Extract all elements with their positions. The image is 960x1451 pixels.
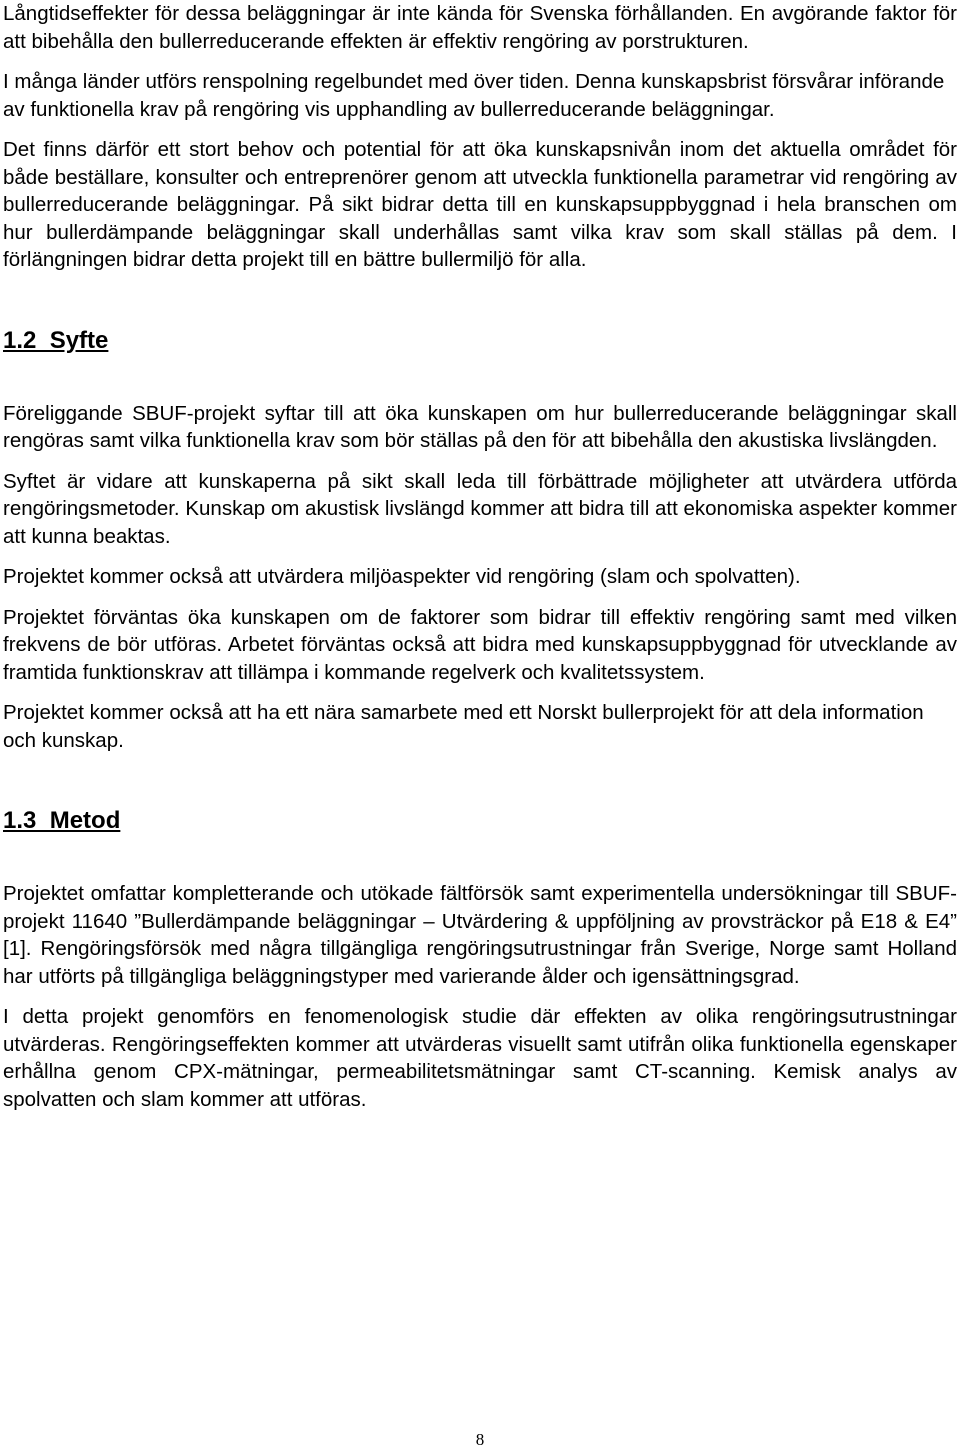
paragraph-intro-2: I många länder utförs renspolning regelbundet med över tiden. Denna kunskapsbrist försvårar införande av funktionella krav på rengöring vis upphandling av bullerreducerande beläggningar. xyxy=(3,70,945,121)
paragraph-intro-1: Långtidseffekter för dessa beläggningar är inte kända för Svenska förhållanden. En avgörande faktor för att bibehålla den bullerreducerande effekten är effektiv rengöring av porstrukturen. xyxy=(3,2,957,53)
paragraph-metod-2: I detta projekt genomförs en fenomenologisk studie där effekten av olika rengöringsutrustningar utvärderas. Rengöringseffekten kommer att utvärderas visuellt samt utifrån olika funktionella egenskaper erhållna genom CPX-mätningar, permeabilitetsmätningar samt CT-scanning. Kemisk analys av spolvatten och slam kommer att utföras. xyxy=(3,1005,957,1111)
paragraph-syfte-1: Föreliggande SBUF-projekt syftar till att öka kunskapen om hur bullerreducerande beläggningar skall rengöras samt vilka funktionella krav som bör ställas på den för att bibehålla den akustiska livslängden. xyxy=(3,401,957,452)
section-heading-syfte: 1.2 Syfte xyxy=(3,326,109,354)
paragraph-metod-1: Projektet omfattar kompletterande och utökade fältförsök samt experimentella undersökningar till SBUF-projekt 11640 ”Bullerdämpande beläggningar – Utvärdering & uppföljning av provsträckor på E18 & E4” [1]. Rengöringsförsök med några tillgängliga rengöringsutrustningar från Sverige, Norge samt Holland har utförts på tillgängliga beläggningstyper med varierande ålder och igensättningsgrad. xyxy=(3,882,957,988)
paragraph-syfte-5: Projektet kommer också att ha ett nära samarbete med ett Norskt bullerprojekt för att dela information och kunskap. xyxy=(3,701,924,752)
section-heading-metod: 1.3 Metod xyxy=(3,807,121,834)
paragraph-syfte-2: Syftet är vidare att kunskaperna på sikt skall leda till förbättrade möjligheter att utvärdera utförda rengöringsmetoder. Kunskap om akustisk livslängd kommer att bidra till att ekonomiska aspekter kommer att kunna beaktas. xyxy=(3,469,957,548)
paragraph-syfte-3: Projektet kommer också att utvärdera miljöaspekter vid rengöring (slam och spolvatten). xyxy=(3,565,801,588)
page-number: 8 xyxy=(475,1430,485,1449)
paragraph-syfte-4: Projektet förväntas öka kunskapen om de faktorer som bidrar till effektiv rengöring samt med vilken frekvens de bör utföras. Arbetet förväntas också att bidra med kunskapsuppbyggnad för utvecklande av framtida funktionskrav att tillämpa i kommande regelverk och kvalitetssystem. xyxy=(3,605,957,684)
document-page xyxy=(3,0,957,1113)
paragraph-intro-3: Det finns därför ett stort behov och potential för att öka kunskapsnivån inom det aktuella området för både beställare, konsulter och entreprenörer genom att utveckla funktionella parametrar vid rengöring av bullerreducerande beläggningar. På sikt bidrar detta till en kunskapsuppbyggnad i hela branschen om hur bullerdämpande beläggningar skall underhållas samt vilka krav som skall ställas på dem. I förlängningen bidrar detta projekt till en bättre bullermiljö för alla. xyxy=(3,138,957,271)
